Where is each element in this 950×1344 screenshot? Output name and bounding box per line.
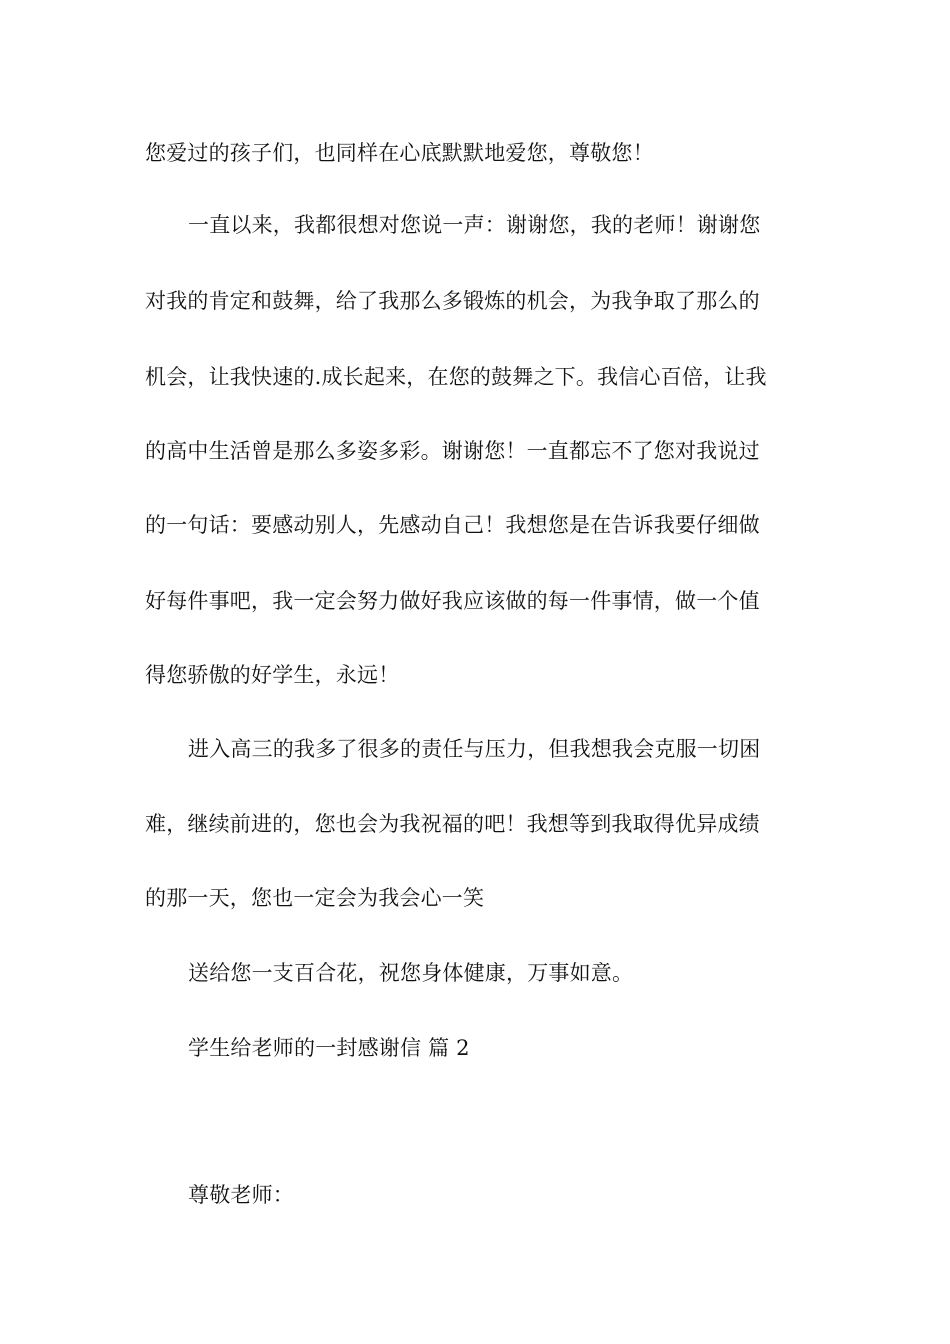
paragraph-line: 的那一天，您也一定会为我会心一笑 [145,886,485,910]
paragraph-line: 得您骄傲的好学生，永远！ [145,663,400,687]
paragraph-line: 进入高三的我多了很多的责任与压力，但我想我会克服一切困 [188,737,761,761]
section-heading: 学生给老师的一封感谢信 篇 2 [188,1036,470,1060]
paragraph-line: 您爱过的孩子们，也同样在心底默默地爱您，尊敬您！ [145,141,654,165]
paragraph-line: 送给您一支百合花，祝您身体健康，万事如意。 [188,961,634,985]
paragraph-line: 一直以来，我都很想对您说一声：谢谢您，我的老师！谢谢您 [188,213,761,237]
paragraph-line: 对我的肯定和鼓舞，给了我那么多锻炼的机会，为我争取了那么的 [145,289,760,313]
paragraph-line: 的高中生活曾是那么多姿多彩。谢谢您！一直都忘不了您对我说过 [145,439,760,463]
salutation: 尊敬老师： [188,1183,294,1207]
paragraph-line: 难，继续前进的，您也会为我祝福的吧！我想等到我取得优异成绩 [145,812,760,836]
paragraph-line: 好每件事吧，我一定会努力做好我应该做的每一件事情，做一个值 [145,589,760,613]
paragraph-line: 的一句话：要感动别人，先感动自己！我想您是在告诉我要仔细做 [145,513,760,537]
paragraph-line: 机会，让我快速的.成长起来，在您的鼓舞之下。我信心百倍，让我 [145,365,767,389]
